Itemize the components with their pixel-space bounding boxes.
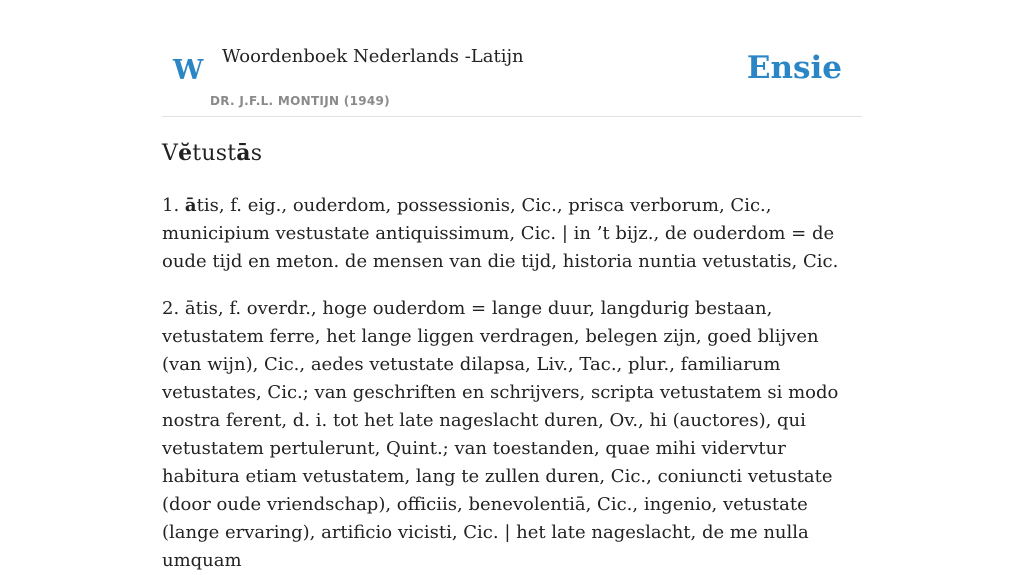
headword-part: ā [236,140,251,166]
dictionary-author: DR. J.F.L. MONTIJN (1949) [210,94,390,108]
headword-part: s [250,141,263,166]
sense-number: 2. [162,298,180,319]
page [162,0,862,571]
headword-part: tust [192,141,237,166]
definition-sense-1 [162,192,862,276]
definition-sense-2 [162,295,862,575]
dictionary-logo[interactable]: W [173,55,204,86]
dictionary-title[interactable]: Woordenboek Nederlands -Latijn [222,46,524,67]
headword-part: V [162,141,179,166]
sense-text: tis, f. eig., ouderdom, possessionis, Cic., prisca verborum, Cic., municipium vestustate antiquissimum, Cic. | in ’t bijz., de ouderdom = de oude tijd en meton. de mensen van die tijd, historia nuntia vetustatis, Cic. [162,195,839,272]
ensie-logo-link[interactable]: Ensie [746,50,842,86]
sense-number: 1. [162,195,180,216]
headword [162,140,262,166]
headword-part: ĕ [178,140,193,166]
sense-text: ātis, f. overdr., hoge ouderdom = lange duur, langdurig bestaan, vetustatem ferre, het lange liggen verdragen, belegen zijn, goed blijven (van wijn), Cic., aedes vetustate dilapsa, Liv., Tac., plur., familiarum vetustates, Cic.; van geschriften en schrijvers, scripta vetustatem si modo nostra ferent, d. i. tot het late nageslacht duren, Ov., hi (auctores), qui vetustatem pertulerunt, Quint.; van toestanden, quae mihi vidervtur habitura etiam vetustatem, lang te zullen duren, Cic., coniuncti vetustate (door oude vriendschap), officiis, benevolentiā, Cic., ingenio, vetustate (lange ervaring), artificio vicisti, Cic. | het late nageslacht, de me nulla umquam [162,298,839,571]
sense-stem: ā [184,195,197,216]
header [162,0,862,117]
